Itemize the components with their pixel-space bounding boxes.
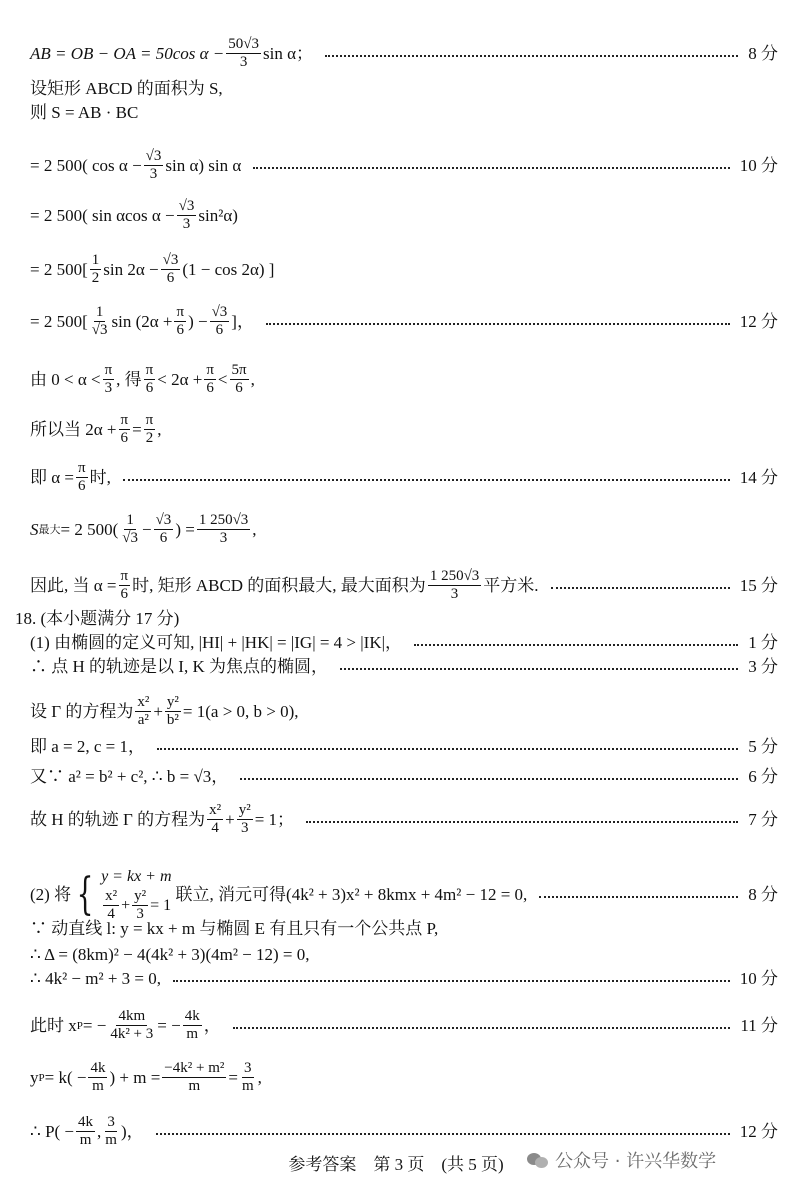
solution-line: = 2 500( cos α − $\frac{√3}{3}$ sin α) sin α 10 分 [30,148,778,182]
score-label: 6 分 [748,767,778,786]
score-label: 12 分 [739,1121,778,1141]
fraction: $\frac{\text{x²}}{4}$ [209,802,222,836]
solution-line: 又∵ a² = b² + c², ∴ b = √3， 6 分 [30,767,778,786]
solution-line: (2) 将 { y = kx + m $\frac{\text{x²}}{4}$ + $\frac{\text{y²}}{3}$ = 1 联立, 消元可得(4k² + 3)x² + 8kmx + 4m² − 12 = 0, 8 分 [30,868,778,922]
leader-dots [340,668,738,670]
leader-dots [253,167,729,169]
leader-dots [123,479,730,481]
fraction: $\frac{\text{y²}}{3}$ [238,802,251,836]
fraction: $\frac{5\pi}{6}$ [231,362,247,396]
solution-line: 由 0 < α < $\frac{\pi}{3}$ , 得 $\frac{\pi}{6}$ < 2α + $\frac{\pi}{6}$ < $\frac{5\pi}{6}$ , [30,362,255,396]
solution-line: 故 H 的轨迹 Γ 的方程为 $\frac{\text{x²}}{4}$ + $\frac{\text{y²}}{3}$ = 1； 7 分 [30,802,778,836]
fraction: $\frac{1}{√3}$ [122,512,138,546]
solution-line: 即 a = 2, c = 1， 5 分 [30,737,778,756]
score-label: 10 分 [739,969,778,988]
solution-line [30,36,778,71]
fraction: $\frac{1}{√3}$ [91,304,108,338]
solution-line: ∴ 点 H 的轨迹是以 I, K 为焦点的椭圆， 3 分 [30,657,778,676]
solution-line: 此时 x P = − $\frac{4km}{\text{4k² + 3}}$ = − $\frac{4k}{m}$ ， 11 分 [30,1008,778,1042]
equation-system: y = kx + m $\frac{\text{x²}}{4}$ + $\frac{\text{y²}}{3}$ = 1 [101,868,172,922]
leader-dots [156,1133,730,1135]
fraction: $\frac{\text{x²}}{\text{a²}}$ [137,694,150,728]
score-label: 7 分 [748,809,778,829]
fraction: $\frac{\pi}{6}$ [78,460,86,494]
page-footer: 参考答案 第 3 页 (共 5 页) [288,1155,504,1174]
fraction: $\frac{4km}{\text{4k² + 3}}$ [110,1008,154,1042]
score-label: 3 分 [748,657,778,676]
leader-dots [266,323,730,325]
wechat-icon [527,1151,549,1169]
score-label: 15 分 [739,575,778,595]
solution-line: ∴ P( − $\frac{4k}{m}$ , $\frac{3}{m}$ )， 12 分 [30,1114,778,1148]
solution-line: 所以当 2α + $\frac{\pi}{6}$ = $\frac{\pi}{2}$ , [30,412,162,446]
solution-line: S 最大 = 2 500( $\frac{1}{√3}$ − $\frac{√3}{6}$ ) = $\frac{1 250√3}{3}$ , [30,512,257,546]
score-label: 5 分 [748,737,778,756]
math-text: AB = OB − OA = 50cos α − [30,43,225,63]
score-label: 1 分 [748,633,778,652]
leader-dots [414,644,738,646]
solution-line: 即 α = $\frac{\pi}{6}$ 时, 14 分 [30,460,778,494]
fraction: $\frac{√3}{6}$ [155,512,172,546]
leader-dots [233,1027,731,1029]
score-label: 8 分 [748,884,778,904]
solution-line [30,102,778,124]
leader-dots [551,587,730,589]
fraction: $\frac{√3}{3}$ [145,148,162,182]
fraction: $\frac{√3}{6}$ [162,252,179,286]
question-heading: 18. (本小题满分 17 分) [15,609,180,628]
fraction: $\frac{\pi}{3}$ [104,362,113,396]
leader-dots [325,55,738,57]
fraction: $\frac{1 250√3}{3}$ [429,568,480,602]
score-label: 11 分 [740,1015,778,1035]
fraction: $\frac{\pi}{6}$ [176,304,185,338]
fraction: $\frac{4k}{m}$ [90,1060,106,1094]
fraction: $\frac{\pi}{6}$ [120,568,129,602]
solution-line: = 2 500( sin αcos α − $\frac{√3}{3}$ sin²α) [30,198,238,232]
fraction: $\frac{1 250√3}{3}$ [198,512,249,546]
solution-line: = 2 500[ $\frac{1}{√3}$ sin (2α + $\frac{\pi}{6}$ ) − $\frac{√3}{6}$ ]， 12 分 [30,304,778,338]
fraction: $\frac{\text{−4k² + m²}}{m}$ [164,1060,225,1094]
fraction: $\frac{4k}{m}$ [184,1008,200,1042]
solution-line: (1) 由椭圆的定义可知, |HI| + |HK| = |IG| = 4 > |IK|， 1 分 [30,633,778,652]
text: 设矩形 ABCD 的面积为 S, [30,79,223,98]
fraction: $\frac{\pi}{6}$ [145,362,154,396]
watermark-text: 公众号 · 许兴华数学 [555,1151,717,1172]
solution-line: ∴ Δ = (8km)² − 4(4k² + 3)(4m² − 12) = 0, [30,945,310,964]
score-label: 10 分 [739,155,778,175]
leader-dots [539,896,738,898]
fraction: $\frac{\text{y²}}{\text{b²}}$ [166,694,179,728]
solution-line: 因此, 当 α = $\frac{\pi}{6}$ 时, 矩形 ABCD 的面积最大, 最大面积为 $\frac{1 250√3}{3}$ 平方米. 15 分 [30,568,778,602]
fraction: $\frac{\pi}{6}$ [120,412,129,446]
score-label: 14 分 [739,467,778,487]
solution-line: 设 Γ 的方程为 $\frac{\text{x²}}{\text{a²}}$ + $\frac{\text{y²}}{\text{b²}}$ = 1(a > 0, b > 0), [30,694,299,728]
fraction: $\frac{\pi}{6}$ [206,362,214,396]
math-text: sin α； [263,43,313,63]
leader-dots [240,778,738,780]
fraction: $\frac{\text{y²}}{3}$ [134,888,147,922]
fraction: $\frac{\pi}{2}$ [145,412,154,446]
watermark [527,1147,716,1173]
solution-line: = 2 500[ $\frac{1}{2}$ sin 2α − $\frac{√3}{6}$ (1 − cos 2α) ] [30,252,275,286]
solution-line [30,78,778,100]
fraction: $\frac{1}{2}$ [91,252,100,286]
score-label: 12 分 [739,311,778,331]
fraction: $\frac{3}{m}$ [241,1060,254,1094]
text: 则 S = AB · BC [30,103,139,122]
fraction: $\frac{√3}{6}$ [211,304,228,338]
solution-line: y P = k( − $\frac{4k}{m}$ ) + m = $\frac{\text{−4k² + m²}}{m}$ = $\frac{3}{m}$ , [30,1060,262,1094]
score-label: 8 分 [748,43,778,63]
fraction: $\frac{50√3}{3}$ [228,36,259,70]
leader-dots [157,748,738,750]
solution-line: ∴ 4k² − m² + 3 = 0, 10 分 [30,969,778,988]
fraction: $\frac{√3}{3}$ [178,198,195,232]
brace: { [76,868,94,920]
fraction: $\frac{4k}{m}$ [78,1114,94,1148]
leader-dots [173,980,730,982]
fraction: $\frac{3}{m}$ [105,1114,117,1148]
fraction: $\frac{\text{x²}}{4}$ [105,888,118,922]
solution-line: ∵ 动直线 l: y = kx + m 与椭圆 E 有且只有一个公共点 P, [30,919,439,938]
leader-dots [306,821,738,823]
